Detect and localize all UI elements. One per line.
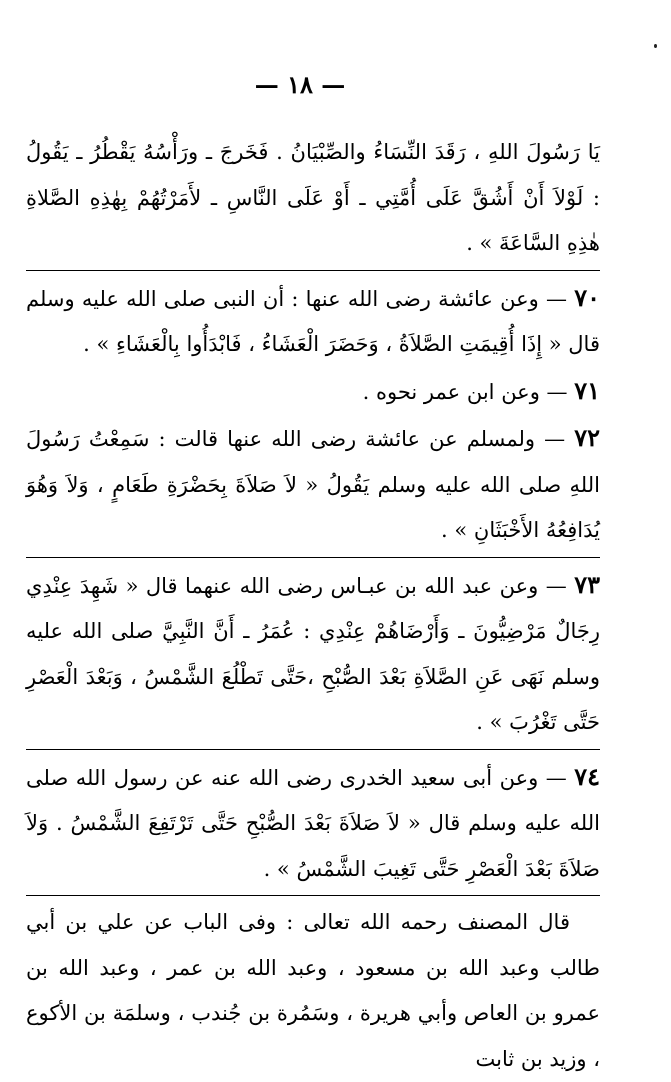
hadith-text: — وعن عبد الله بن عبـاس رضى الله عنهما قال « شَهِدَ عِنْدِي رِجَالٌ مَرْضِيُّونَ ـ وَأَرْضَاهُمْ عِنْدِي : عُمَرُ ـ أَنَّ النَّبِيَّ صلى الله عليه وسلم نَهَى عَنِ الصَّلاَةِ بَعْدَ الصُّبْحِ ،حَتَّى تَطْلُعَ الشَّمْسُ ، وَبَعْدَ الْعَصْرِ حَتَّى تَغْرُبَ » . <box>26 573 600 734</box>
hadith-number: ٧١ <box>574 375 600 405</box>
page-number: — ١٨ — <box>254 70 346 99</box>
hadith-text: — ولمسلم عن عائشة رضى الله عنها قالت : سَمِعْتُ رَسُولَ اللهِ صلى الله عليه وسلم يَقُولُ « لاَ صَلاَةَ بِحَضْرَةِ طَعَامٍ ، وَلاَ وَهُوَ يُدَافِعُهُ الأَخْبَثَانِ » . <box>26 427 600 542</box>
scan-speck <box>654 44 657 48</box>
hadith-73 <box>26 562 600 746</box>
paragraph-divider <box>26 895 600 896</box>
hadith-74 <box>26 754 600 893</box>
hadith-text: — وعن عائشة رضى الله عنها : أن النبى صلى الله عليه وسلم قال « إِذَا أُقِيمَتِ الصَّلاَةُ ، وَحَضَرَ الْعَشَاءُ ، فَابْدَأُوا بِالْعَشَاءِ » . <box>26 286 600 356</box>
hadith-number: ٧٣ <box>574 569 600 599</box>
paragraph-divider <box>26 270 600 271</box>
hadith-number: ٧٢ <box>574 423 600 452</box>
hadith-text: — وعن ابن عمر نحوه . <box>362 379 568 404</box>
hadith-72 <box>26 415 600 554</box>
hadith-number: ٧٠ <box>574 282 600 312</box>
page-text <box>26 130 600 1082</box>
hadith-number: ٧٤ <box>574 761 600 791</box>
paragraph-continuation: يَا رَسُولَ اللهِ ، رَقَدَ النِّسَاءُ والصِّبْيَانُ . فَخَرجَ ـ ورَأْسُهُ يَقْطُرُ ـ يَقُولُ : لَوْلاَ أَنْ أَشُقَّ عَلَى أُمَّتِي ـ أَوْ عَلَى النَّاسِ ـ لأَمَرْتُهُمْ بِهٰذِهِ الصَّلاةِ هٰذِهِ السَّاعَةَ » . <box>26 140 600 255</box>
hadith-70 <box>26 275 600 368</box>
paragraph-divider <box>26 749 600 750</box>
hadith-71 <box>26 368 600 416</box>
hadith-text: — وعن أبى سعيد الخدرى رضى الله عنه عن رسول الله صلى الله عليه وسلم قال « لاَ صَلاَةَ بَعْدَ الصُّبْحِ حَتَّى تَرْتَفِعَ الشَّمْسُ . وَلاَ صَلاَةَ بَعْدَ الْعَصْرِ حَتَّى تَغِيبَ الشَّمْسُ » . <box>26 765 600 881</box>
paragraph-divider <box>26 557 600 558</box>
author-note: قال المصنف رحمه الله تعالى : وفى الباب عن علي بن أبي طالب وعبد الله بن مسعود ، وعبد الله بن عمر ، وعبد الله بن عمرو بن العاص وأبي هريرة ، وسَمُرة بن جُندب ، وسلمَة بن الأكوع ، وزيد بن ثابت <box>26 910 600 1071</box>
